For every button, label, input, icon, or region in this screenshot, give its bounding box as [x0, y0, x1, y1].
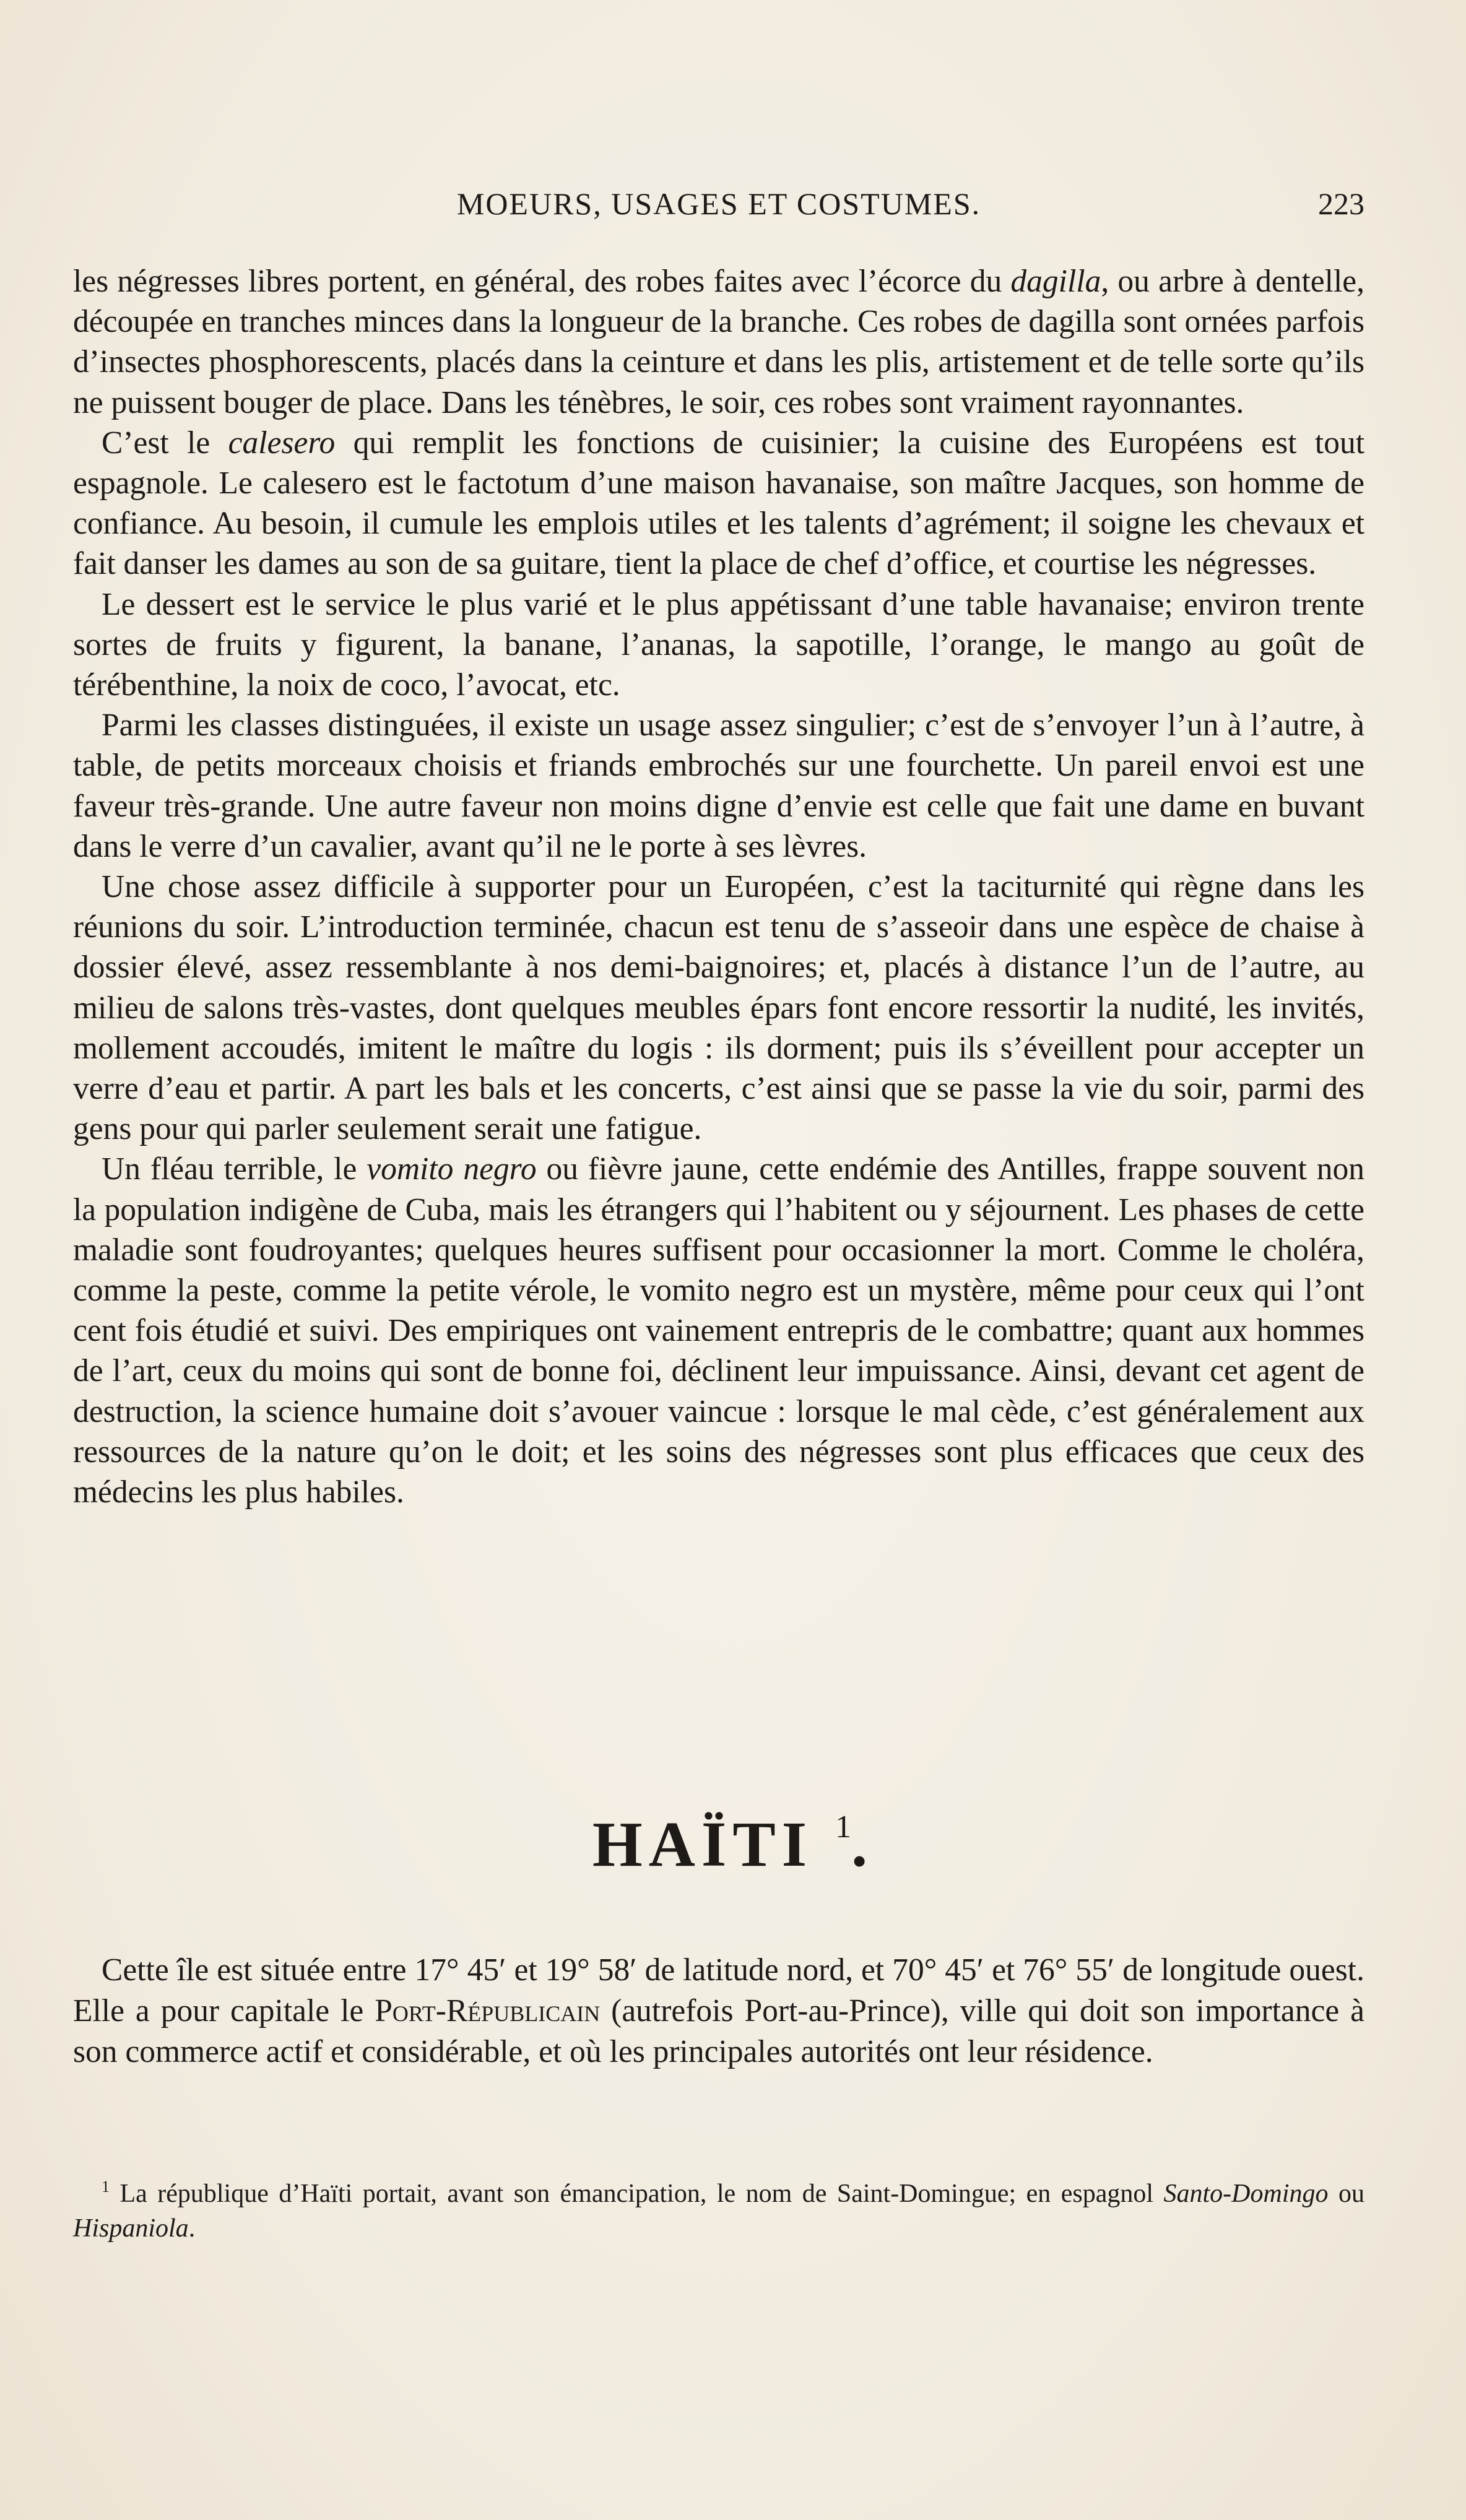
paragraph: [73, 1950, 1364, 2072]
text-run: qui remplit les fonctions de cuisinier; la cuisine des Européens est tout espagnole. Le calesero est le factotum d’une maison havanaise, son maître Jacques, son homme de confiance. Au besoin, il cumule les emplois utiles et les talents d’agrément; il soigne les chevaux et fait danser les dames au son de sa guitare, tient la place de chef d’office, et courtise les négresses.: [73, 425, 1365, 582]
text-run: Un fléau terrible, le: [102, 1151, 367, 1187]
heading-period: .: [851, 1809, 874, 1880]
footnote: [73, 2170, 1364, 2246]
italic-term: calesero: [228, 425, 336, 461]
footnote-mark: 1: [102, 2178, 110, 2196]
text-run: ou: [1328, 2180, 1364, 2208]
text-run: C’est le: [102, 425, 228, 461]
text-run: les négresses libres portent, en général, des robes faites avec l’écorce du: [73, 264, 1011, 299]
italic-term: dagilla: [1010, 264, 1101, 299]
paragraph: Le dessert est le service le plus varié et le plus appétissant d’une table havanaise; environ trente sortes de fruits y figurent, la banane, l’ananas, la sapotille, l’orange, le mango au goût de térébenthine, la noix de coco, l’avocat, etc.: [73, 586, 1364, 703]
small-caps-term: Port-Républicain: [375, 1993, 601, 2029]
section-heading: [0, 1808, 1466, 1881]
paragraph: [73, 1149, 1364, 1512]
text-run: ou fièvre jaune, cette endémie des Antilles, frappe souvent non la population indigène de Cuba, mais les étrangers qui l’habitent ou y séjournent. Les phases de cette maladie sont foudroyantes; quelques heures suffisent pour occasionner la mort. Comme le choléra, comme la peste, comme la petite vérole, le vomito negro est un mystère, même pour ceux qui l’ont cent fois étudié et suivi. Des empiriques ont vainement entrepris de le combattre; quant aux hommes de l’art, ceux du moins qui sont de bonne foi, déclinent leur impuissance. Ainsi, devant cet agent de destruction, la science humaine doit s’avouer vaincue : lorsque le mal cède, c’est généralement aux ressources de la nature qu’on le doit; et les soins des négresses sont plus efficaces que ceux des médecins les plus habiles.: [73, 1151, 1365, 1510]
text-run: , ou arbre à dentelle, découpée en tranches minces dans la longueur de la branche. Ces robes de dagilla sont ornées parfois d’insectes phosphorescents, placés dans la ceinture et dans les plis, artistement et de telle sorte qu’ils ne puissent bouger de place. Dans les ténèbres, le soir, ces robes sont vraiment rayonnantes.: [73, 264, 1364, 420]
page-number: 223: [1318, 186, 1364, 221]
page-header: [73, 186, 1364, 235]
main-text: [73, 261, 1364, 1512]
italic-term: Hispaniola: [73, 2214, 189, 2243]
paragraph: Une chose assez difficile à supporter pour un Européen, c’est la taciturnité qui règne dans les réunions du soir. L’introduction terminée, chacun est tenu de s’asseoir dans une espèce de chaise à dossier élevé, assez ressemblante à nos demi-baignoires; et, placés à distance l’un de l’autre, au milieu de salons très-vastes, dont quelques meubles épars font encore ressortir la nudité, les invités, mollement accoudés, imitent le maître du logis : ils dorment; puis ils s’éveillent pour accepter un verre d’eau et partir. A part les bals et les concerts, c’est ainsi que se passe la vie du soir, parmi des gens pour qui parler seulement serait une fatigue.: [73, 869, 1364, 1147]
text-run: La république d’Haïti portait, avant son émancipation, le nom de Saint-Domingue; en espagnol: [110, 2180, 1164, 2208]
text-run: .: [188, 2214, 196, 2243]
paragraph: [73, 423, 1364, 584]
paragraph: [73, 261, 1364, 423]
footnote-text: [73, 2170, 1364, 2246]
italic-term: vomito negro: [366, 1151, 537, 1187]
text-run: Cette île est située entre 17° 45′ et 19° 58′ de latitude nord, et 70° 45′ et 76° 55′ de longitude ouest. Elle a pour capitale le: [73, 1952, 1364, 2029]
section-text: [73, 1950, 1364, 2072]
footnote-reference: 1: [835, 1809, 852, 1845]
running-title: MOEURS, USAGES ET COSTUMES.: [456, 186, 981, 221]
text-run: (autrefois Port-au-Prince), ville qui doit son importance à son commerce actif et considérable, et où les principales autorités ont leur résidence.: [73, 1993, 1365, 2069]
section-title-text: HAÏTI: [592, 1809, 813, 1880]
paragraph: Parmi les classes distinguées, il existe un usage assez singulier; c’est de s’envoyer l’un à l’autre, à table, de petits morceaux choisis et friands embrochés sur une fourchette. Un pareil envoi est une faveur très-grande. Une autre faveur non moins digne d’envie est celle que fait une dame en buvant dans le verre d’un cavalier, avant qu’il ne le porte à ses lèvres.: [73, 708, 1364, 864]
italic-term: Santo-Domingo: [1163, 2180, 1329, 2208]
